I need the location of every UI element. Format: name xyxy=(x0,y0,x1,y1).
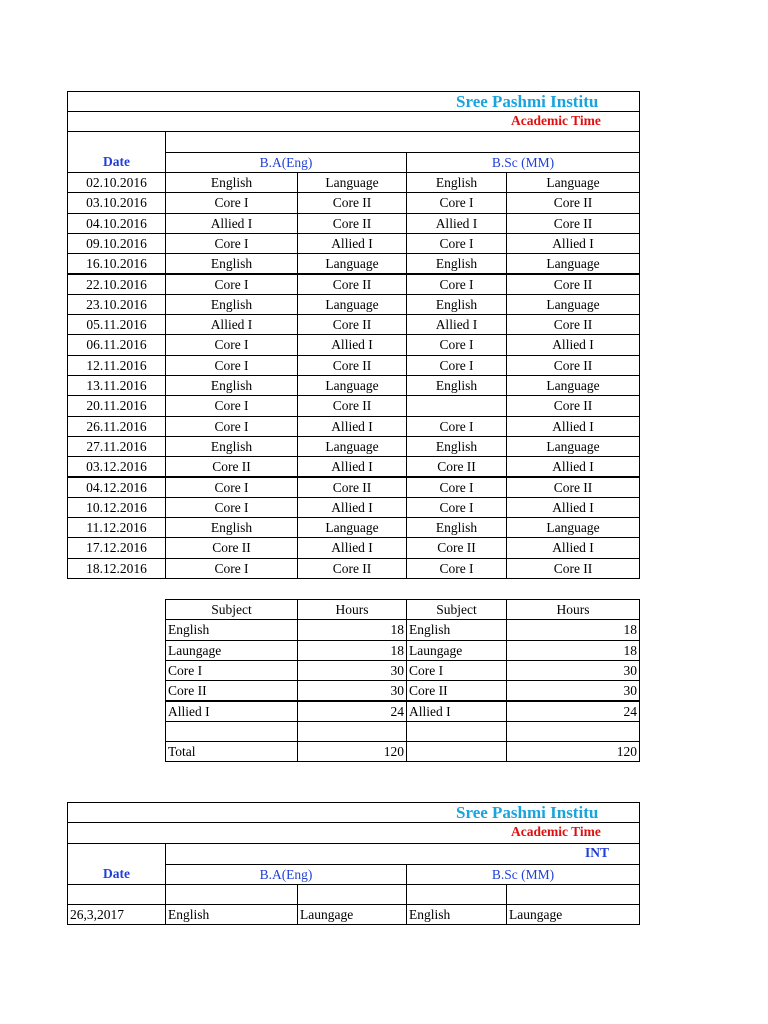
schedule-subject: Core II xyxy=(297,355,407,376)
schedule-subject: Core II xyxy=(506,274,640,295)
schedule-date: 17.12.2016 xyxy=(67,537,166,558)
schedule-subject: Language xyxy=(297,375,407,396)
schedule-date: 09.10.2016 xyxy=(67,233,166,254)
schedule-date: 06.11.2016 xyxy=(67,334,166,355)
schedule-subject: English xyxy=(406,172,507,193)
schedule-subject: Core II xyxy=(506,477,640,498)
schedule-subject: English xyxy=(165,172,298,193)
schedule-subject: Core I xyxy=(165,355,298,376)
schedule-date: 04.12.2016 xyxy=(67,477,166,498)
summary-subject: Core I xyxy=(406,660,507,681)
schedule-date: 23.10.2016 xyxy=(67,294,166,315)
schedule-subject: Core II xyxy=(506,314,640,335)
schedule-date: 05.11.2016 xyxy=(67,314,166,335)
summary-subject xyxy=(406,741,507,762)
schedule-date: 26.11.2016 xyxy=(67,416,166,437)
schedule-subject xyxy=(406,395,507,416)
date-header-label: Date xyxy=(103,154,130,169)
summary-hours xyxy=(506,721,640,742)
schedule-subject: Allied I xyxy=(297,233,407,254)
blank-cell xyxy=(506,884,640,905)
schedule-subject: Core II xyxy=(165,537,298,558)
intro-fragment: INT xyxy=(585,845,610,860)
schedule-subject: Core II xyxy=(297,213,407,234)
schedule-subject: Core II xyxy=(297,192,407,213)
schedule-subject: English xyxy=(165,294,298,315)
schedule-subject: Allied I xyxy=(165,314,298,335)
summary-hours: 18 xyxy=(297,640,407,661)
summary-subject: English xyxy=(406,619,507,640)
summary-header: Subject xyxy=(406,599,507,620)
institute-title: Sree Pashmi Institu xyxy=(456,92,599,111)
schedule-subject: Core I xyxy=(165,558,298,579)
schedule-subject: Core II xyxy=(297,274,407,295)
summary-subject: Laungage xyxy=(165,640,298,661)
schedule-subject: Core II xyxy=(406,456,507,477)
schedule-subject: Core II xyxy=(297,314,407,335)
schedule-subject: Allied I xyxy=(506,497,640,518)
schedule-subject: Allied I xyxy=(406,314,507,335)
schedule-subject: Core I xyxy=(406,416,507,437)
summary-header: Hours xyxy=(506,599,640,620)
schedule-subject: Allied I xyxy=(297,416,407,437)
program-header-ba: B.A(Eng) xyxy=(165,152,407,173)
schedule-date: 03.10.2016 xyxy=(67,192,166,213)
schedule-subject: Allied I xyxy=(506,334,640,355)
program-header-bsc-2: B.Sc (MM) xyxy=(406,864,640,885)
schedule-date: 13.11.2016 xyxy=(67,375,166,396)
schedule-subject: Core I xyxy=(406,355,507,376)
schedule-subject: Core II xyxy=(406,537,507,558)
schedule-date: 02.10.2016 xyxy=(67,172,166,193)
summary-subject: Core II xyxy=(165,680,298,701)
summary-subject: Allied I xyxy=(165,701,298,722)
schedule-subject: Core II xyxy=(506,192,640,213)
schedule-subject: Core II xyxy=(506,395,640,416)
schedule-subject: Core I xyxy=(406,477,507,498)
schedule-date: 10.12.2016 xyxy=(67,497,166,518)
schedule-subject: Core I xyxy=(165,334,298,355)
schedule-subject: Core I xyxy=(406,274,507,295)
schedule-subject: English xyxy=(406,436,507,457)
date-header xyxy=(67,131,166,173)
schedule-subject: Language xyxy=(297,517,407,538)
summary-hours: 120 xyxy=(506,741,640,762)
summary-hours: 30 xyxy=(297,660,407,681)
schedule-subject: Language xyxy=(506,517,640,538)
program-header-bsc: B.Sc (MM) xyxy=(406,152,640,173)
schedule-subject: Allied I xyxy=(506,456,640,477)
summary-hours: 24 xyxy=(506,701,640,722)
schedule-subject: Core I xyxy=(165,233,298,254)
schedule-subject: Language xyxy=(506,375,640,396)
summary-hours: 30 xyxy=(506,660,640,681)
schedule-subject: Core I xyxy=(406,233,507,254)
schedule-date: 11.12.2016 xyxy=(67,517,166,538)
summary-subject: Laungage xyxy=(406,640,507,661)
schedule-subject: Language xyxy=(297,294,407,315)
program-band-2 xyxy=(165,843,640,865)
schedule-date: 18.12.2016 xyxy=(67,558,166,579)
date-header-2 xyxy=(67,843,166,885)
schedule-subject: English xyxy=(165,436,298,457)
schedule-subject: English xyxy=(406,253,507,274)
summary-subject xyxy=(165,721,298,742)
summary-hours: 18 xyxy=(297,619,407,640)
schedule-subject: Allied I xyxy=(406,213,507,234)
program-header-ba-2: B.A(Eng) xyxy=(165,864,407,885)
schedule-date-2: 26,3,2017 xyxy=(67,904,166,925)
summary-subject: Core II xyxy=(406,680,507,701)
schedule-subject: Language xyxy=(506,172,640,193)
schedule-date: 27.11.2016 xyxy=(67,436,166,457)
schedule-subject: Language xyxy=(506,436,640,457)
schedule-subject: Language xyxy=(506,294,640,315)
schedule-subject: Core II xyxy=(165,456,298,477)
schedule-date: 20.11.2016 xyxy=(67,395,166,416)
schedule-subject: Core I xyxy=(406,192,507,213)
summary-subject: English xyxy=(165,619,298,640)
schedule-subject: Core I xyxy=(406,558,507,579)
schedule-subject: English xyxy=(165,517,298,538)
academic-subtitle-2: Academic Time xyxy=(511,824,601,839)
blank-cell xyxy=(165,884,298,905)
program-band xyxy=(165,131,640,153)
date-header-label-2: Date xyxy=(103,866,130,881)
schedule-date: 16.10.2016 xyxy=(67,253,166,274)
academic-subtitle: Academic Time xyxy=(511,113,601,128)
schedule-subject: Language xyxy=(297,436,407,457)
summary-hours: 24 xyxy=(297,701,407,722)
summary-hours: 18 xyxy=(506,640,640,661)
schedule-subject: Allied I xyxy=(297,456,407,477)
summary-subject xyxy=(406,721,507,742)
schedule-subject: Allied I xyxy=(506,233,640,254)
institute-title-2: Sree Pashmi Institu xyxy=(456,803,599,822)
schedule-date: 22.10.2016 xyxy=(67,274,166,295)
schedule-subject-2: Laungage xyxy=(297,904,407,925)
schedule-subject: Core II xyxy=(506,213,640,234)
schedule-subject: English xyxy=(165,375,298,396)
schedule-subject: Core I xyxy=(165,192,298,213)
summary-header: Subject xyxy=(165,599,298,620)
summary-hours: 30 xyxy=(297,680,407,701)
schedule-subject: Allied I xyxy=(297,537,407,558)
schedule-subject-2: English xyxy=(165,904,298,925)
schedule-subject: Core II xyxy=(297,477,407,498)
schedule-subject: Core I xyxy=(165,497,298,518)
schedule-subject: Core I xyxy=(406,334,507,355)
schedule-subject: Core II xyxy=(506,558,640,579)
schedule-subject: Core II xyxy=(297,395,407,416)
blank-cell xyxy=(406,884,507,905)
schedule-subject: Language xyxy=(297,172,407,193)
schedule-subject: Core II xyxy=(297,558,407,579)
summary-hours: 30 xyxy=(506,680,640,701)
schedule-subject: English xyxy=(165,253,298,274)
schedule-subject: Core I xyxy=(406,497,507,518)
schedule-subject: Allied I xyxy=(165,213,298,234)
summary-hours xyxy=(297,721,407,742)
summary-hours: 18 xyxy=(506,619,640,640)
schedule-subject-2: English xyxy=(406,904,507,925)
blank-cell xyxy=(67,884,166,905)
schedule-date: 04.10.2016 xyxy=(67,213,166,234)
schedule-date: 12.11.2016 xyxy=(67,355,166,376)
schedule-subject: English xyxy=(406,517,507,538)
schedule-subject: Language xyxy=(297,253,407,274)
summary-subject: Allied I xyxy=(406,701,507,722)
schedule-subject: Allied I xyxy=(506,537,640,558)
schedule-subject: Core I xyxy=(165,477,298,498)
schedule-subject-2: Laungage xyxy=(506,904,640,925)
blank-cell xyxy=(297,884,407,905)
schedule-subject: English xyxy=(406,375,507,396)
schedule-subject: English xyxy=(406,294,507,315)
schedule-subject: Core I xyxy=(165,274,298,295)
schedule-subject: Core I xyxy=(165,416,298,437)
summary-subject: Total xyxy=(165,741,298,762)
schedule-subject: Core II xyxy=(506,355,640,376)
summary-subject: Core I xyxy=(165,660,298,681)
schedule-subject: Core I xyxy=(165,395,298,416)
schedule-subject: Language xyxy=(506,253,640,274)
summary-header: Hours xyxy=(297,599,407,620)
schedule-subject: Allied I xyxy=(297,334,407,355)
schedule-subject: Allied I xyxy=(297,497,407,518)
schedule-date: 03.12.2016 xyxy=(67,456,166,477)
summary-hours: 120 xyxy=(297,741,407,762)
schedule-subject: Allied I xyxy=(506,416,640,437)
